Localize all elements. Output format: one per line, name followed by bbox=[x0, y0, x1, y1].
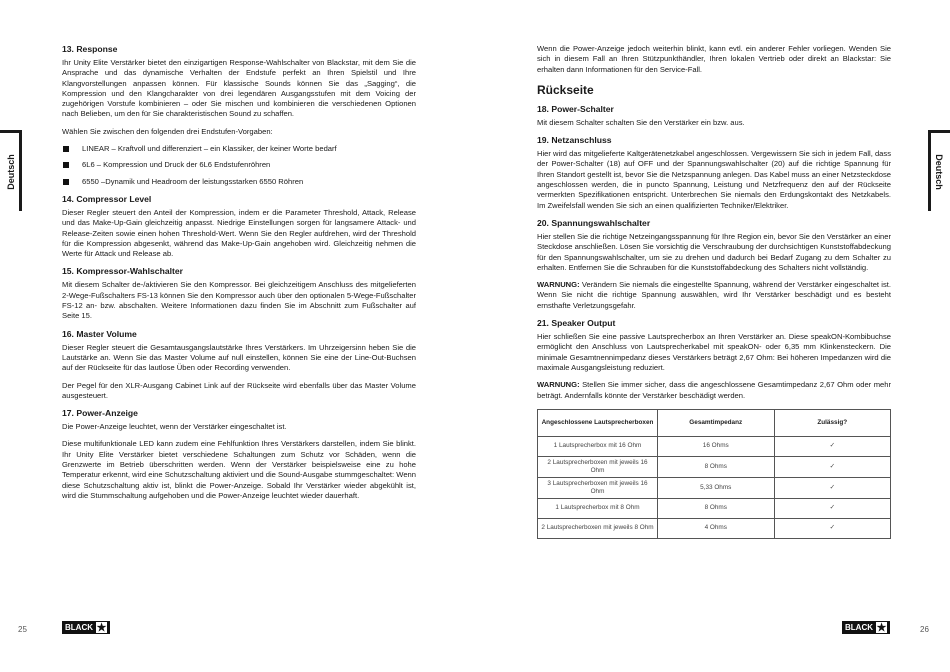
paragraph: Ihr Unity Elite Verstärker bietet den einzigartigen Response-Wahlschalter von Blackstar, mit dem Sie die Ansprache und das dynamische Verhalten der Endstufe perfekt an Ihren Spielstil und Ihre Klangvorstellungen anpassen können. Für klassische Sounds können Sie das „Sagging“, die Kompression und den Klangcharakter von drei legendären Ausgangsstufen mit dem Voicing der zugehörigen Vorstufe kombinieren – oder Sie mischen und kombinieren die verschiedenen Optionen nach Belieben, um den für Sie charakteristischen Sound zu schaffen. bbox=[62, 58, 416, 119]
list-item bbox=[62, 144, 416, 154]
paragraph: Wenn die Power-Anzeige jedoch weiterhin blinkt, kann evtl. ein anderer Fehler vorliegen. Wenden Sie sich in diesem Fall an Ihren Stützpunkthändler, Ihren lokalen Vertrieb oder direkt an Blackstar: Sie erhalten dann Informationen für den Service-Fall. bbox=[537, 44, 891, 74]
bullet-square-icon bbox=[63, 179, 69, 185]
list-item-text: LINEAR – Kraftvoll und differenziert – ein Klassiker, der keiner Worte bedarf bbox=[82, 144, 337, 154]
table-cell: 8 Ohms bbox=[658, 498, 774, 518]
language-tab-left bbox=[0, 130, 22, 211]
table-cell: 16 Ohms bbox=[658, 436, 774, 456]
paragraph: Diese multifunktionale LED kann zudem eine Fehlfunktion Ihres Verstärkers darstellen, indem Sie blinkt. Ihr Unity Elite Verstärker bietet verschiedene Schaltungen zum Schutz vor Schäden, wenn die Grenzwerte im Betrieb überschritten werden. Wenn der Verstärker beispielsweise eine zu hohe Temperatur erkennt, wird eine Schutzschaltung aktiviert und die Sound-Ausgabe stummgeschaltet: Wenn diese Schutzschaltung aktiv ist, blinkt die Power-Anzeige. Sobald Ihr Verstärker wieder abgekühlt ist, wird die Stummschaltung aufgehoben und die Power-Anzeige leuchtet wieder dauerhaft. bbox=[62, 439, 416, 500]
checkmark-icon: ✓ bbox=[774, 498, 891, 518]
paragraph: Dieser Regler steuert den Anteil der Kompression, indem er die Parameter Threshold, Attack, Release und das Make-Up-Gain gleichzeitig anpasst. Niedrige Einstellungen sorgen für langsamere Attack- und Release-Zeiten sowie einen hohen Threshold-Wert. Wenn Sie den Regler aufdrehen, wird der Threshold für die Kompression abgesenkt, während das Make-Up-Gain angehoben wird. Gleichzeitig nehmen die Werte für Attack und Release ab. bbox=[62, 207, 416, 259]
checkmark-icon: ✓ bbox=[774, 518, 891, 538]
bullet-square-icon bbox=[63, 162, 69, 168]
table-cell: 8 Ohms bbox=[658, 456, 774, 477]
paragraph: Hier wird das mitgelieferte Kaltgerätenetzkabel angeschlossen. Vergewissern Sie sich in jedem Fall, dass der Power-Schalter (18) auf OFF und der Spannungswahlschalter (20) auf die richtige Spannung für Ihren Standort gestellt ist, bevor Sie die Netzspannung anlegen. Das Kabel muss an einer Netzsteckdose angeschlossen werden, die in puncto Spannung, Leistung und Netzfrequenz den auf der Rückseite vermerkten Spezifikationen entspricht. Unterbrechen Sie niemals den Erdungskontakt des Netzkabels. Im Zweifelsfall wenden Sie sich an einen qualifizierten Techniker/Elektriker. bbox=[537, 149, 891, 210]
blackstar-logo-right bbox=[842, 621, 890, 634]
table-header: Gesamtimpedanz bbox=[658, 409, 774, 436]
language-label: Deutsch bbox=[6, 154, 16, 190]
table-header-row bbox=[538, 409, 891, 436]
table-row bbox=[538, 518, 891, 538]
right-page-column bbox=[537, 44, 891, 539]
table-cell: 4 Ohms bbox=[658, 518, 774, 538]
section-title-power-switch: 18. Power-Schalter bbox=[537, 103, 614, 114]
table-cell: 5,33 Ohms bbox=[658, 477, 774, 498]
list-item bbox=[62, 160, 416, 170]
response-options-list bbox=[62, 144, 416, 187]
table-row bbox=[538, 498, 891, 518]
list-item-text: 6550 –Dynamik und Headroom der leistungsstarken 6550 Röhren bbox=[82, 176, 304, 186]
list-item bbox=[62, 177, 416, 187]
language-label: Deutsch bbox=[934, 154, 944, 190]
left-page-column bbox=[62, 44, 416, 508]
checkmark-icon: ✓ bbox=[774, 477, 891, 498]
blackstar-logo-left bbox=[62, 621, 110, 634]
page-number-right: 26 bbox=[920, 625, 929, 634]
section-title-response: 13. Response bbox=[62, 44, 118, 54]
paragraph: Mit diesem Schalter de-/aktivieren Sie den Kompressor. Bei gleichzeitigem Anschluss des mitgelieferten 2-Wege-Fußschalters FS-13 können Sie den Kompressor auch über den optionalen 5-Wege-Fußschalter FS-12 an- bzw. abschalten. Weitere Informationen dazu finden Sie im Abschnitt zum Fußschalter auf Seite 15. bbox=[62, 280, 416, 321]
paragraph: Hier stellen Sie die richtige Netzeingangsspannung für Ihre Region ein, bevor Sie den Verstärker an einer Steckdose anschließen. Lösen Sie vorsichtig die Verschraubung der durchsichtigen Kunststoffabdeckung für den Spannungswahlschalter, um sie zu drehen und dadurch bei Bedarf Zugang zu dem Schalter zu erhalten. Entfernen Sie die Schrauben für die Kunststoffabdeckung des Schalters nicht vollständig. bbox=[537, 231, 891, 272]
section-title-compressor-level: 14. Compressor Level bbox=[62, 193, 152, 204]
heading-rear-panel: Rückseite bbox=[537, 82, 594, 97]
tab-bar bbox=[928, 133, 931, 211]
table-cell: 1 Lautsprecherbox mit 16 Ohm bbox=[538, 436, 658, 456]
tab-bar bbox=[19, 133, 22, 211]
paragraph: Mit diesem Schalter schalten Sie den Verstärker ein bzw. aus. bbox=[537, 117, 745, 127]
logo-text: BLACK bbox=[845, 623, 873, 632]
star-icon: ★ bbox=[876, 622, 887, 634]
warning-paragraph bbox=[537, 280, 891, 311]
section-title-power-indicator: 17. Power-Anzeige bbox=[62, 408, 138, 419]
warning-paragraph bbox=[537, 380, 891, 401]
warning-text: Verändern Sie niemals die eingestellte Spannung, während der Verstärker eingeschaltet ist. Wenn Sie nicht die richtige Spannung auswählen, wird Ihr Verstärker beschädigt und es besteht ernsthafte Verletzungsgefahr. bbox=[537, 280, 891, 310]
table-header: Angeschlossene Lautsprecherboxen bbox=[538, 409, 658, 436]
checkmark-icon: ✓ bbox=[774, 456, 891, 477]
section-title-master-volume: 16. Master Volume bbox=[62, 328, 137, 339]
warning-label: WARNUNG: bbox=[537, 380, 580, 390]
table-cell: 3 Lautsprecherboxen mit jeweils 16 Ohm bbox=[538, 477, 658, 498]
table-cell: 2 Lautsprecherboxen mit jeweils 8 Ohm bbox=[538, 518, 658, 538]
logo-text: BLACK bbox=[65, 623, 93, 632]
list-item-text: 6L6 – Kompression und Druck der 6L6 Endstufenröhren bbox=[82, 160, 271, 170]
checkmark-icon: ✓ bbox=[774, 436, 891, 456]
page-number-left: 25 bbox=[18, 625, 27, 634]
section-title-voltage-selector: 20. Spannungswahlschalter bbox=[537, 217, 651, 228]
paragraph: Dieser Regler steuert die Gesamtausgangslautstärke Ihres Verstärkers. Im Uhrzeigersinn heben Sie die Lautstärke an. Wenn Sie das Master Volume auf null einstellen, können Sie eine der Line-Out-Buchsen auf der Rückseite für das lautlose Üben oder Recording verwenden. bbox=[62, 342, 416, 373]
table-header: Zulässig? bbox=[774, 409, 891, 436]
table-cell: 1 Lautsprecherbox mit 8 Ohm bbox=[538, 498, 658, 518]
section-title-mains-input: 19. Netzanschluss bbox=[537, 135, 612, 146]
paragraph: Wählen Sie zwischen den folgenden drei Endstufen-Vorgaben: bbox=[62, 126, 273, 136]
section-title-speaker-output: 21. Speaker Output bbox=[537, 318, 616, 329]
bullet-square-icon bbox=[63, 146, 69, 152]
paragraph: Die Power-Anzeige leuchtet, wenn der Verstärker eingeschaltet ist. bbox=[62, 422, 287, 432]
language-tab-right bbox=[928, 130, 950, 211]
table-cell: 2 Lautsprecherboxen mit jeweils 16 Ohm bbox=[538, 456, 658, 477]
table-row bbox=[538, 456, 891, 477]
table-row bbox=[538, 436, 891, 456]
section-title-compressor-switch: 15. Kompressor-Wahlschalter bbox=[62, 266, 183, 277]
warning-label: WARNUNG: bbox=[537, 280, 580, 290]
warning-text: Stellen Sie immer sicher, dass die angeschlossene Gesamtimpedanz 2,67 Ohm oder mehr beträgt. Andernfalls könnte der Verstärker beschädigt werden. bbox=[537, 380, 891, 400]
paragraph: Der Pegel für den XLR-Ausgang Cabinet Link auf der Rückseite wird ebenfalls über das Master Volume ausgesteuert. bbox=[62, 380, 416, 400]
speaker-impedance-table bbox=[537, 409, 891, 539]
table-row bbox=[538, 477, 891, 498]
star-icon: ★ bbox=[96, 622, 107, 634]
paragraph: Hier schließen Sie eine passive Lautsprecherbox an Ihren Verstärker an. Diese speakON-Kombibuchse ermöglicht den Anschluss von Lautsprecherkabel mit speakON- oder 6,35 mm Klinkensteckern. Die minimale Gesamtnennimpedanz dieses Verstärkers beträgt 2,67 Ohm: Bei höheren Impedanzen wird die maximale Ausgangsleistung reduziert. bbox=[537, 332, 891, 372]
